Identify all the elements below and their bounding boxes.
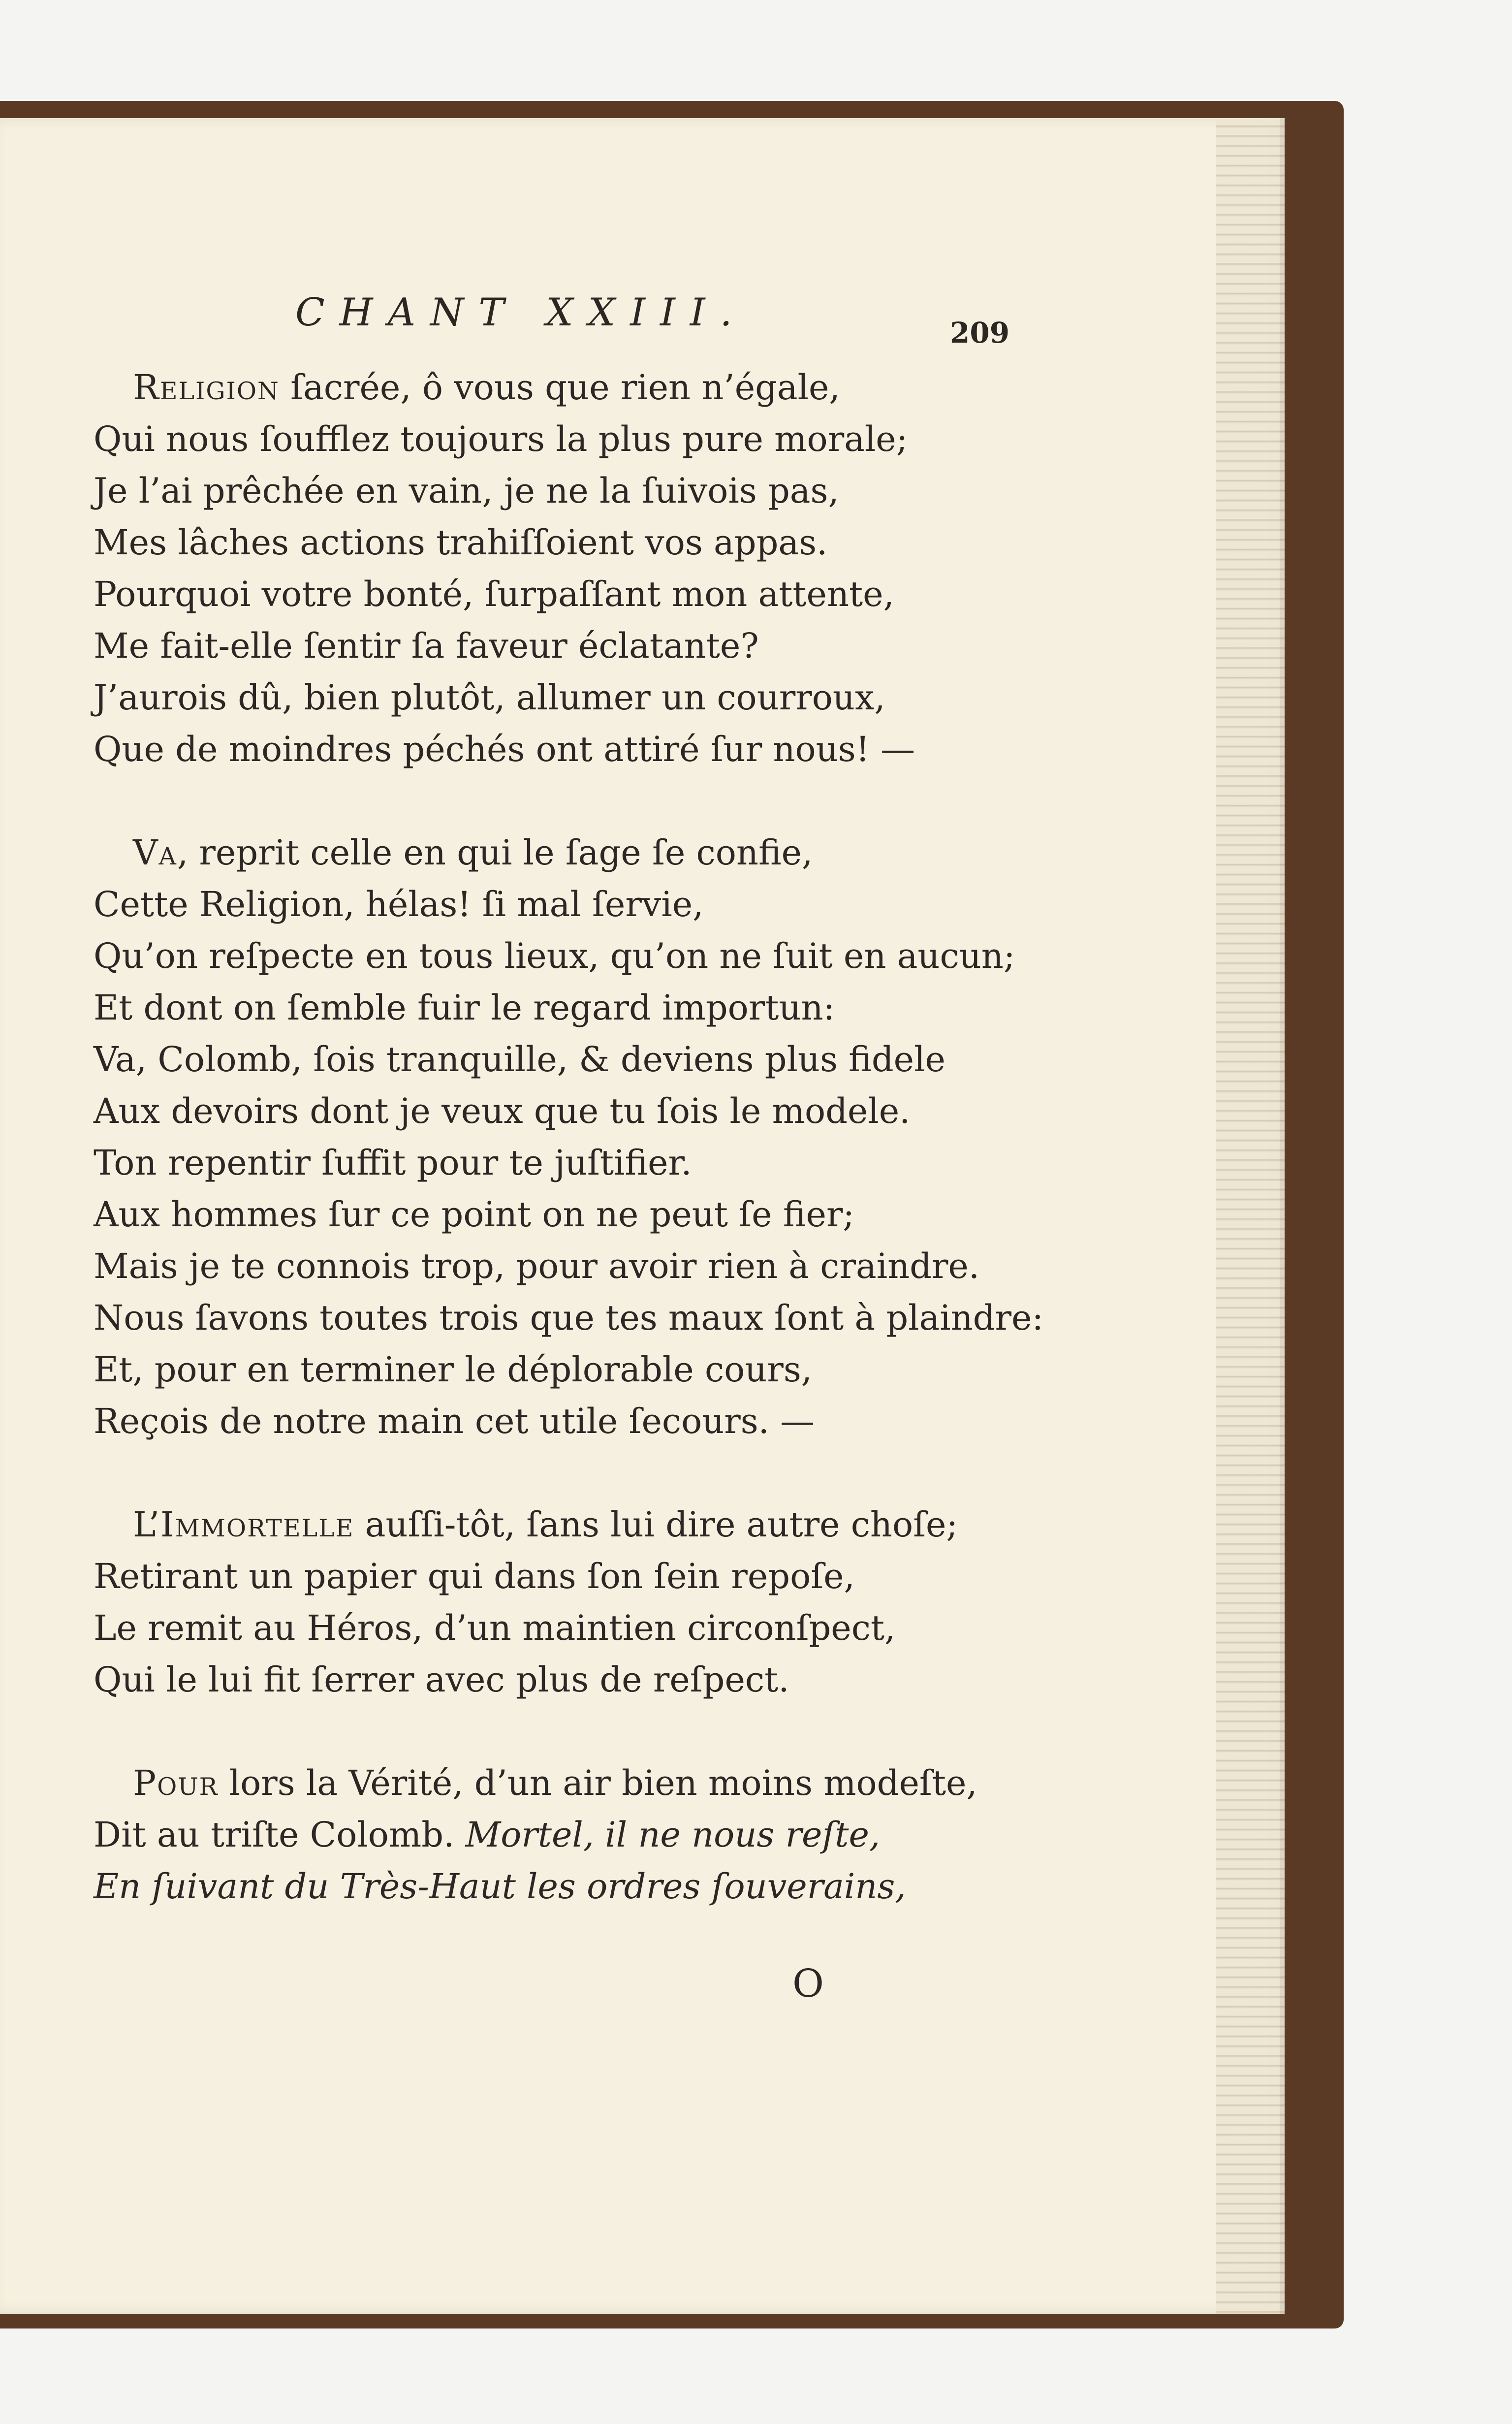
verse-text: Je l’ai prêchée en vain, je ne la ſuivois pas, (94, 471, 839, 511)
verse-text: Ton repentir ſuffit pour te juſtifier. (94, 1143, 692, 1183)
verse-line (94, 1085, 1014, 1137)
verse-text: Reçois de notre main cet utile ſecours. — (94, 1401, 815, 1441)
verse-text: Pourquoi votre bonté, ſurpaſſant mon attente, (94, 574, 894, 614)
stanza-1 (94, 362, 1014, 775)
stanza-lead-word: L’Immortelle (133, 1504, 354, 1545)
verse-line (94, 1861, 1014, 1913)
verse-text: Qu’on reſpecte en tous lieux, qu’on ne ſuit en aucun; (94, 936, 1015, 976)
verse-line (94, 362, 1014, 414)
verse-line (94, 1809, 1014, 1861)
verse-line (94, 672, 1014, 724)
verse-text: Que de moindres péchés ont attiré ſur nous! — (94, 729, 915, 769)
verse-line (94, 1602, 1014, 1654)
verse-line (94, 982, 1014, 1034)
page-edges (1216, 118, 1285, 2314)
verse-text: Mais je te connois trop, pour avoir rien à craindre. (94, 1246, 980, 1286)
verse-line (94, 517, 1014, 569)
verse-line (94, 1551, 1014, 1602)
signature-mark: O (792, 1962, 824, 2006)
verse-text: Cette Religion, hélas! ſi mal ſervie, (94, 884, 704, 925)
verse-text: Mes lâches actions trahiſſoient vos appas. (94, 522, 828, 563)
verse-line (94, 724, 1014, 775)
verse-text: J’aurois dû, bien plutôt, allumer un courroux, (94, 677, 885, 718)
stanza-3 (94, 1499, 1014, 1706)
stanza-2 (94, 827, 1044, 1447)
verse-line (94, 1189, 1014, 1241)
verse-text: Aux devoirs dont je veux que tu ſois le modele. (94, 1091, 911, 1131)
stanza-lead-word: Va (133, 832, 177, 873)
verse-text: Me fait-elle ſentir ſa faveur éclatante? (94, 626, 759, 666)
verse-text: , reprit celle en qui le ſage ſe confie, (177, 832, 813, 873)
verse-text: auſſi-tôt, ſans lui dire autre choſe; (354, 1504, 958, 1545)
verse-text: Et dont on ſemble fuir le regard importun: (94, 988, 835, 1028)
stanza-4 (94, 1757, 1014, 1913)
verse-text: Aux hommes ſur ce point on ne peut ſe fier; (94, 1194, 855, 1235)
verse-line (94, 465, 1014, 517)
verse-text: Et, pour en terminer le déplorable cours, (94, 1349, 813, 1390)
verse-line (94, 569, 1014, 620)
stanza-lead-word: Pour (133, 1763, 219, 1803)
verse-text: Qui le lui fit ſerrer avec plus de reſpect. (94, 1659, 789, 1700)
verse-text: Dit au triſte Colomb. (94, 1815, 466, 1855)
verse-text: ſacrée, ô vous que rien n’égale, (279, 367, 840, 408)
verse-text: Retirant un papier qui dans ſon ſein repoſe, (94, 1556, 855, 1596)
verse-text: Qui nous ſoufflez toujours la plus pure morale; (94, 419, 908, 459)
running-title: CHANT XXIII. (295, 290, 747, 335)
verse-text-italic: En ſuivant du Très-Haut les ordres ſouverains, (94, 1866, 906, 1907)
verse-text: Le remit au Héros, d’un maintien circonſpect, (94, 1608, 896, 1648)
verse-line (94, 930, 1014, 982)
stanza-lead-word: Religion (133, 367, 280, 408)
verse-text-italic: Mortel, il ne nous reſte, (465, 1815, 881, 1855)
verse-text: Va, Colomb, ſois tranquille, & deviens plus fidele (94, 1039, 945, 1080)
verse-line (94, 414, 1014, 465)
verse-line (94, 1654, 1014, 1706)
verse-line (94, 1034, 1014, 1085)
poem-text (94, 362, 1044, 1964)
verse-line (94, 1396, 1014, 1447)
verse-line (94, 879, 1014, 930)
verse-line (94, 1499, 1014, 1551)
verse-line (94, 1241, 1014, 1292)
verse-line (94, 827, 1014, 879)
verse-line (94, 620, 1014, 672)
verse-text: lors la Vérité, d’un air bien moins modeſte, (218, 1763, 977, 1803)
page-header (295, 290, 1043, 350)
page-number: 209 (950, 316, 1010, 350)
verse-line (94, 1757, 1014, 1809)
verse-line (94, 1344, 1014, 1396)
verse-line (94, 1137, 1014, 1189)
verse-text: Nous ſavons toutes trois que tes maux ſont à plaindre: (94, 1298, 1044, 1338)
verse-line (94, 1292, 1044, 1344)
